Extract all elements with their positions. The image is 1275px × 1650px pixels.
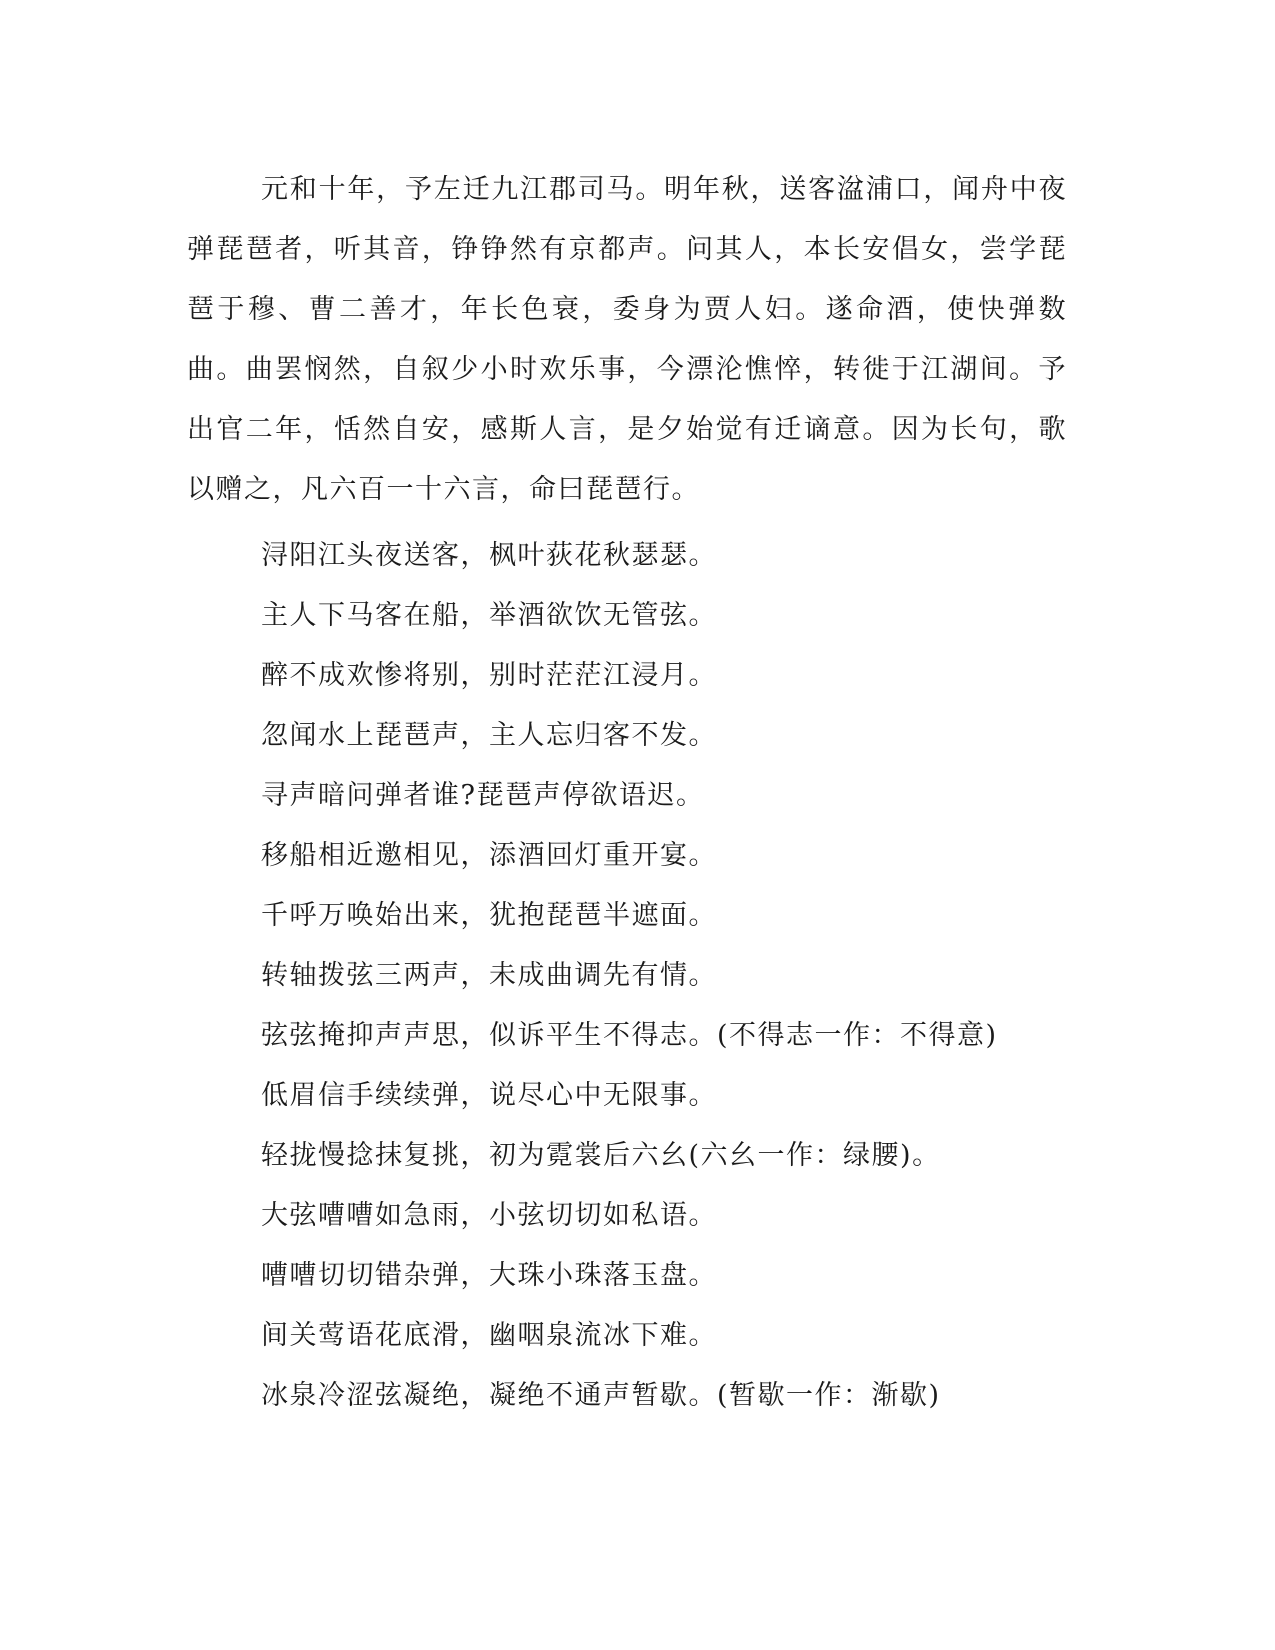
poem-line: 嘈嘈切切错杂弹，大珠小珠落玉盘。 [261, 1260, 717, 1291]
poem-line: 主人下马客在船，举酒欲饮无管弦。 [261, 600, 717, 631]
poem-line: 醉不成欢惨将别，别时茫茫江浸月。 [261, 660, 717, 691]
poem-line: 千呼万唤始出来，犹抱琵琶半遮面。 [261, 900, 717, 931]
poem-line: 低眉信手续续弹，说尽心中无限事。 [261, 1080, 717, 1111]
poem-line: 轻拢慢捻抹复挑，初为霓裳后六幺(六幺一作：绿腰)。 [261, 1140, 941, 1171]
poem-line: 冰泉冷涩弦凝绝，凝绝不通声暂歇。(暂歇一作：渐歇) [261, 1380, 941, 1411]
preface-paragraph: 元和十年，予左迁九江郡司马。明年秋，送客湓浦口，闻舟中夜弹琵琶者，听其音，铮铮然有京都声。问其人，本长安倡女，尝学琵琶于穆、曹二善才，年长色衰，委身为贾人妇。遂命酒，使快弹数曲。曲罢悯然，自叙少小时欢乐事，今漂沦憔悴，转徙于江湖间。予出官二年，恬然自安，感斯人言，是夕始觉有迁谪意。因为长句，歌以赠之，凡六百一十六言，命曰琵琶行。 [187, 174, 1067, 505]
poem-line: 转轴拨弦三两声，未成曲调先有情。 [261, 960, 717, 991]
poem-line: 间关莺语花底滑，幽咽泉流冰下难。 [261, 1320, 717, 1351]
poem-line: 寻声暗问弹者谁?琵琶声停欲语迟。 [261, 780, 705, 811]
poem-line: 弦弦掩抑声声思，似诉平生不得志。(不得志一作：不得意) [261, 1020, 998, 1051]
poem-line: 大弦嘈嘈如急雨，小弦切切如私语。 [261, 1200, 717, 1231]
poem-line: 移船相近邀相见，添酒回灯重开宴。 [261, 840, 717, 871]
poem-line: 忽闻水上琵琶声，主人忘归客不发。 [261, 720, 717, 751]
poem-verses [261, 526, 1161, 1426]
poem-line: 浔阳江头夜送客，枫叶荻花秋瑟瑟。 [261, 540, 717, 571]
